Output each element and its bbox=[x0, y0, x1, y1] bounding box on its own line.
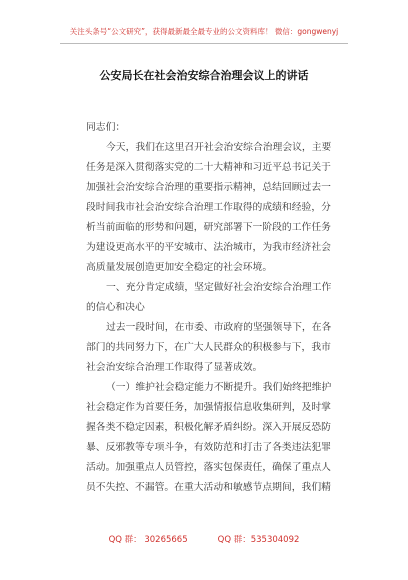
body-line: 任务是深入贯彻落实党的二十大精神和习近平总书记关于 bbox=[86, 162, 331, 173]
header-note: 关注头条号“公文研究”，获得最新最全最专业的公文资料库！ 微信：gongwenyj bbox=[69, 27, 339, 36]
body-line: 部门的共同努力下，在广大人民群众的积极参与下，我市 bbox=[86, 342, 331, 353]
body-line: 析当前面临的形势和问题，研究部署下一阶段的工作任务 bbox=[86, 222, 331, 233]
footer bbox=[0, 533, 408, 545]
body-line: 段时间我市社会治安综合治理工作取得的成绩和经验，分 bbox=[86, 202, 331, 213]
body-line: 社会治安综合治理工作取得了显著成效。 bbox=[86, 362, 263, 373]
document-title: 公安局长在社会治安综合治理会议上的讲话 bbox=[99, 69, 309, 82]
body-line: 高质量发展创造更加安全稳定的社会环境。 bbox=[86, 262, 273, 273]
subsection-line: （一）维护社会稳定能力不断提升。我们始终把维护 bbox=[106, 382, 332, 393]
body-line: 为建设更高水平的平安城市、法治城市，为我市经济社会 bbox=[86, 242, 331, 253]
body-line: 今天，我们在这里召开社会治安综合治理会议，主要 bbox=[106, 142, 332, 153]
body-line: 活动。加强重点人员管控，落实包保责任，确保了重点人 bbox=[86, 462, 331, 473]
header-divider bbox=[60, 43, 348, 44]
body-line: 员不失控、不漏管。在重大活动和敏感节点期间，我们精 bbox=[86, 482, 331, 493]
salutation: 同志们： bbox=[86, 122, 126, 133]
footer-qq-group: QQ 群： 30265665 bbox=[108, 535, 188, 545]
body-line: 暴、反邪教等专项斗争，有效防范和打击了各类违法犯罪 bbox=[86, 442, 331, 453]
body-line: 社会稳定作为首要任务，加强情报信息收集研判，及时掌 bbox=[86, 402, 331, 413]
body-line: 握各类不稳定因素，积极化解矛盾纠纷。深入开展反恐防 bbox=[86, 422, 331, 433]
section-heading: 一、充分肯定成绩，坚定做好社会治安综合治理工作 bbox=[106, 282, 332, 293]
document-body bbox=[86, 118, 330, 498]
footer-qq: QQ 群：535304092 bbox=[217, 535, 300, 545]
section-heading-cont: 的信心和决心 bbox=[86, 302, 145, 313]
body-line: 过去一段时间，在市委、市政府的坚强领导下，在各 bbox=[106, 322, 332, 333]
body-line: 加强社会治安综合治理的重要指示精神，总结回顾过去一 bbox=[86, 182, 331, 193]
